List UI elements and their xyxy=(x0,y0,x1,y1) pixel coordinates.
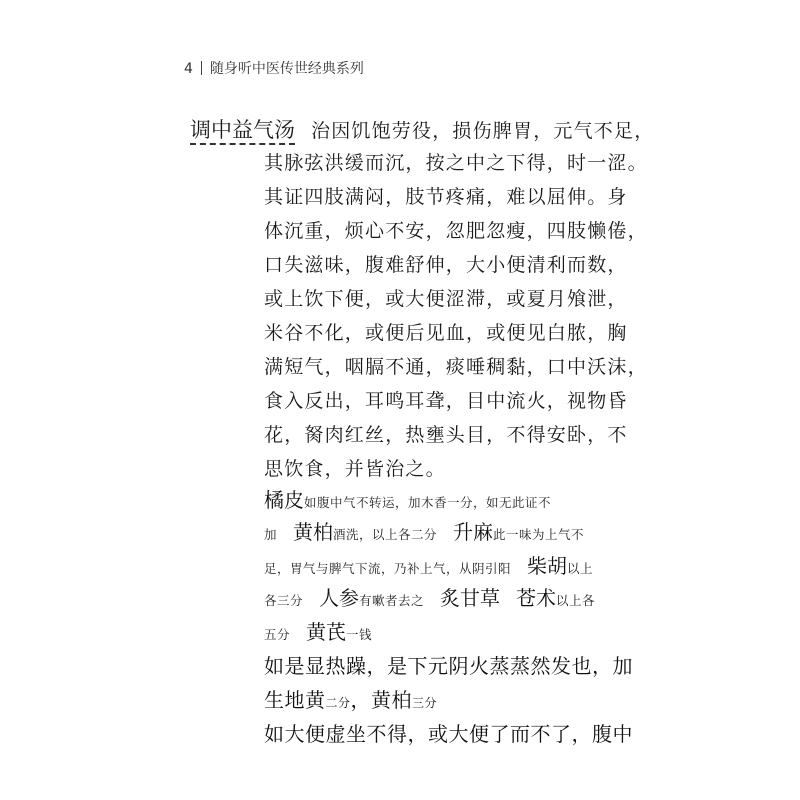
herb-name: 生地黄 xyxy=(264,688,326,712)
dose-note: 三分 xyxy=(412,696,438,710)
herb-note: 各三分 xyxy=(264,593,304,608)
running-header xyxy=(184,58,364,78)
herb-note: 足，胃气与脾气下流，乃补上气，从阴引阳 xyxy=(264,561,512,576)
herb-note: 以上各 xyxy=(556,593,596,608)
header-divider xyxy=(201,61,202,75)
herb-name: ，黄柏 xyxy=(350,688,413,712)
herb-name: 苍术 xyxy=(516,586,557,610)
herb-name: 柴胡 xyxy=(527,554,568,578)
formula-text-line: 食入反出，耳鸣耳聋，目中流火，视物昏 xyxy=(264,390,628,412)
herb-name: 人参 xyxy=(319,586,360,610)
ingredient-line xyxy=(264,582,595,611)
modification-text: 如是显热躁，是下元阴火蒸蒸然发也，加 xyxy=(264,654,633,678)
modification-text-line xyxy=(264,684,437,713)
herb-note: 此一味为上气不 xyxy=(493,527,585,542)
ingredient-line xyxy=(264,516,584,545)
formula-text-line: 满短气，咽膈不通，痰唾稠黏，口中沃沫， xyxy=(264,356,648,378)
ingredient-line xyxy=(264,616,372,645)
herb-name: 黄柏 xyxy=(293,520,334,544)
herb-note: 有嗽者去之 xyxy=(359,593,425,608)
herb-note: 一钱 xyxy=(346,627,373,642)
dose-note: 二分 xyxy=(325,696,351,710)
formula-text-line: 体沉重，烦心不安，忽肥忽瘦，四肢懒倦， xyxy=(264,220,648,242)
herb-name: 黄芪 xyxy=(306,620,347,644)
series-title: 随身听中医传世经典系列 xyxy=(209,61,364,77)
ingredient-line xyxy=(264,484,551,513)
herb-name: 炙甘草 xyxy=(440,586,501,610)
page-number: 4 xyxy=(184,61,193,77)
formula-title: 调中益气汤 xyxy=(190,118,295,145)
formula-first-line xyxy=(190,114,654,144)
herb-note: 如腹中气不转运，加木香一分，如无此证不 xyxy=(304,495,552,510)
herb-note: 酒洗，以上各二分 xyxy=(333,527,438,542)
formula-text-line: 花，胬肉红丝，热壅头目，不得安卧，不 xyxy=(264,424,628,446)
formula-text-line: 口失滋味，腹难舒伸，大小便清利而数， xyxy=(264,254,628,276)
formula-text-line: 思饮食，并皆治之。 xyxy=(264,458,446,480)
formula-text-line: 其证四肢满闷，肢节疼痛，难以屈伸。身 xyxy=(264,186,628,208)
herb-note: 五分 xyxy=(264,627,291,642)
herb-name: 升麻 xyxy=(453,520,494,544)
ingredient-line xyxy=(264,550,593,579)
formula-text-line: 治因饥饱劳役，损伤脾胃，元气不足， xyxy=(311,120,655,142)
modification-text: 如大便虚坐不得，或大便了而不了，腹中 xyxy=(264,722,633,746)
formula-text-line: 其脉弦洪缓而沉，按之中之下得，时一涩。 xyxy=(264,152,648,174)
formula-text-line: 米谷不化，或便后见血，或便见白脓，胸 xyxy=(264,322,628,344)
herb-note: 加 xyxy=(264,527,278,542)
formula-text-line: 或上饮下便，或大便涩滞，或夏月飧泄， xyxy=(264,288,628,310)
herb-name: 橘皮 xyxy=(264,488,304,512)
herb-note: 以上 xyxy=(567,561,594,576)
